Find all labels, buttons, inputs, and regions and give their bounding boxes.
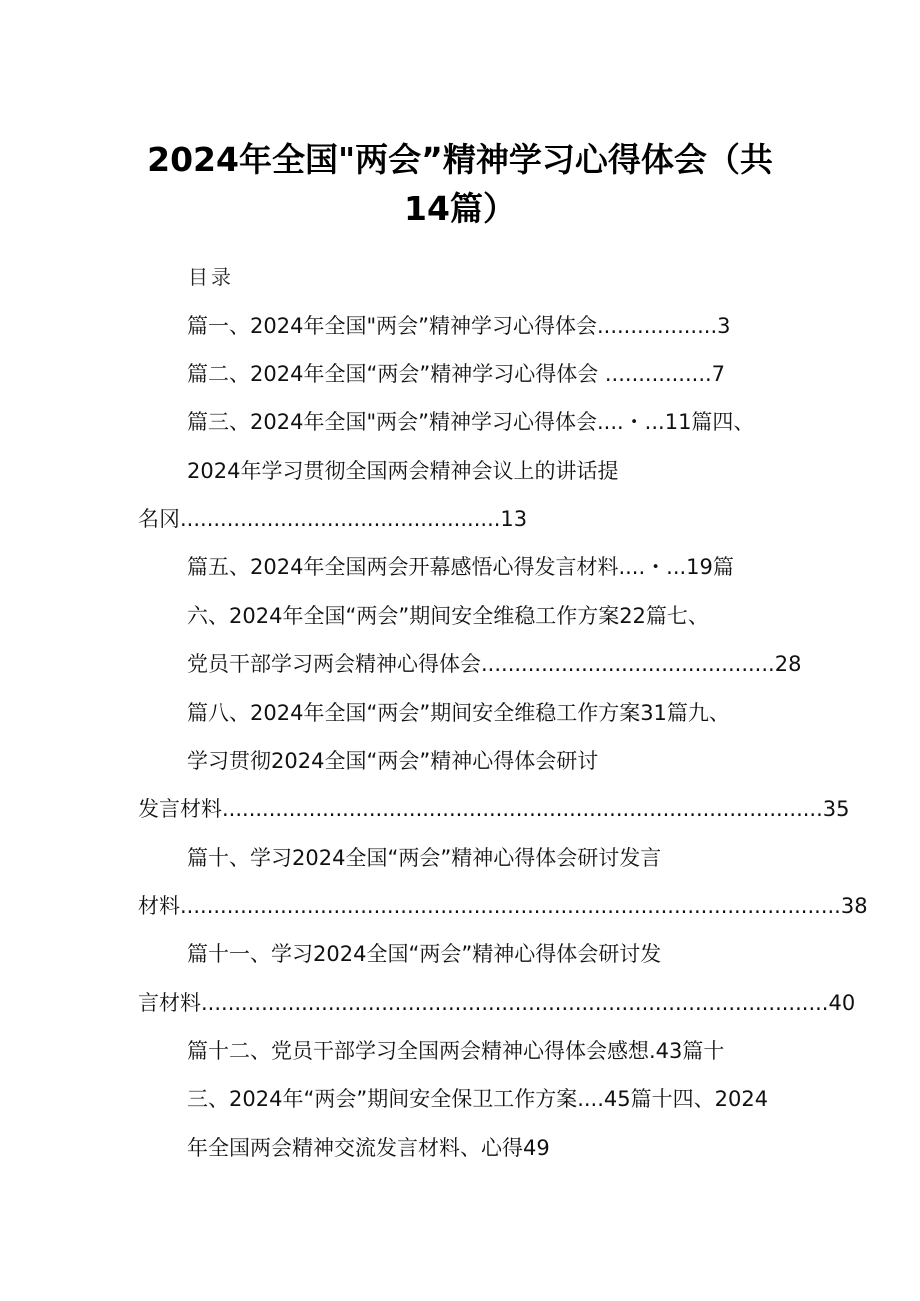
document-title-line-1: 2024年全国"两会”精神学习心得体会（共 [147, 140, 773, 179]
toc-entry-6[interactable]: 六、2024年全国“两会”期间安全维稳工作方案22篇七、 [187, 604, 709, 628]
toc-entry-11[interactable]: 篇十一、学习2024全国“两会”精神心得体会研讨发 [187, 942, 662, 966]
toc-entry-10[interactable]: 篇十、学习2024全国“两会”精神心得体会研讨发言 [187, 846, 662, 870]
toc-entry-11-page[interactable]: 言材料..............................................................................................40 [138, 991, 856, 1015]
toc-entry-10-page[interactable]: 材料...................................................................................................38 [138, 894, 868, 918]
toc-entry-13[interactable]: 三、2024年“两会”期间安全保卫工作方案....45篇十四、2024 [187, 1087, 769, 1111]
toc-entry-14[interactable]: 年全国两会精神交流发言材料、心得49 [187, 1136, 550, 1160]
toc-entry-12[interactable]: 篇十二、党员干部学习全国两会精神心得体会感想.43篇十 [187, 1039, 725, 1063]
toc-entry-1[interactable]: 篇一、2024年全国"两会”精神学习心得体会..................3 [187, 314, 731, 338]
document-title-line-2: 14篇） [404, 189, 516, 228]
toc-entry-2[interactable]: 篇二、2024年全国“两会”精神学习心得体会 ................7 [187, 362, 726, 386]
toc-entry-4-page[interactable]: 名冈................................................13 [138, 507, 528, 531]
toc-entry-9-continued[interactable]: 学习贯彻2024全国“两会”精神心得体会研讨 [187, 749, 599, 773]
toc-entry-4-continued[interactable]: 2024年学习贯彻全国两会精神会议上的讲话提 [187, 459, 619, 483]
toc-entry-9-page[interactable]: 发言材料..........................................................................................35 [138, 797, 850, 821]
toc-heading: 目录 [188, 265, 234, 289]
toc-entry-7[interactable]: 党员干部学习两会精神心得体会............................................28 [187, 652, 802, 676]
toc-entry-5[interactable]: 篇五、2024年全国两会开幕感悟心得发言材料....・...19篇 [187, 555, 734, 579]
toc-entry-8[interactable]: 篇八、2024年全国“两会”期间安全维稳工作方案31篇九、 [187, 701, 730, 725]
toc-entry-3[interactable]: 篇三、2024年全国"两会”精神学习心得体会....・...11篇四、 [187, 410, 755, 434]
